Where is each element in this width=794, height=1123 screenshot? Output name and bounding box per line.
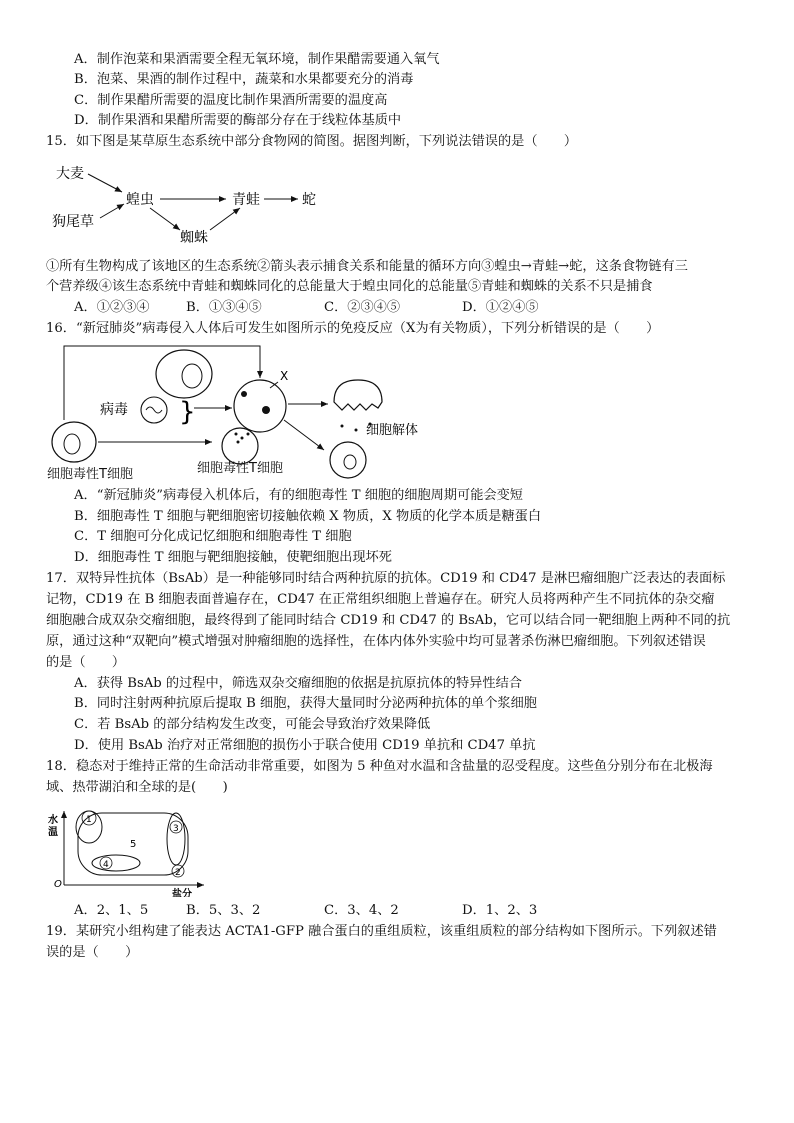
target-dot (241, 391, 247, 397)
q17-option-d: D．使用 BsAb 治疗对正常细胞的损伤小于联合使用 CD19 单抗和 CD47 单抗 (74, 738, 536, 753)
q16-option-c: C．T 细胞可分化成记忆细胞和细胞毒性 T 细胞 (74, 529, 352, 544)
q14-option-c: C．制作果醋所需要的温度比制作果酒所需要的温度高 (74, 93, 388, 108)
q16-option-a: A．“新冠肺炎”病毒侵入机体后，有的细胞毒性 T 细胞的细胞周期可能会变短 (74, 488, 523, 503)
q15-option-c: C．②③④⑤ (324, 300, 401, 315)
mid-t-cell (222, 428, 258, 464)
apc-nucleus (182, 364, 202, 388)
q18-option-c: C．3、4、2 (324, 903, 399, 918)
tcell-label-mid: 细胞毒性T细胞 (197, 461, 283, 476)
region-4 (92, 855, 140, 871)
region-1-label: 1 (86, 815, 92, 825)
arrow-foxtail-locust (100, 204, 124, 218)
q17-line5: 的是（ ） (46, 655, 126, 670)
food-web-foxtail: 狗尾草 (52, 214, 94, 230)
fish-tolerance-diagram (44, 805, 214, 897)
food-web-spider: 蜘蛛 (180, 230, 208, 246)
q18-line1: 18．稳态对于维持正常的生命活动非常重要，如图为 5 种鱼对水温和含盐量的忍受程度。这些鱼分别分布在北极海 (46, 759, 713, 774)
arrow-to-released-t (284, 420, 324, 450)
q17-option-c: C．若 BsAb 的部分结构发生改变，可能会导致治疗效果降低 (74, 717, 431, 732)
q15-option-a: A．①②③④ (74, 300, 150, 315)
tcell-label-left: 细胞毒性T细胞 (47, 467, 133, 482)
virus-rna (146, 407, 162, 413)
left-t-cell (52, 422, 96, 462)
q16-option-b: B．细胞毒性 T 细胞与靶细胞密切接触依赖 X 物质，X 物质的化学本质是糖蛋白 (74, 509, 542, 524)
q14-option-d: D．制作果酒和果醋所需要的酶部分存在于线粒体基质中 (74, 113, 402, 128)
food-web-frog: 青蛙 (232, 192, 260, 208)
fish-tolerance-svg (44, 805, 214, 897)
left-t-nucleus (64, 434, 80, 454)
q15-stem: 15．如下图是某草原生态系统中部分食物网的简图。据图判断，下列说法错误的是（ ） (46, 134, 578, 149)
y-label-1: 水 (48, 815, 58, 826)
q19-line1: 19．某研究小组构建了能表达 ACTA1-GFP 融合蛋白的重组质粒，该重组质粒的部分结构如下图所示。下列叙述错 (46, 924, 717, 939)
q15-statements-line2: 个营养级④该生态系统中青蛙和蜘蛛同化的总能量大于蝗虫同化的总能量⑤青蛙和蜘蛛的关系不只是捕食 (46, 279, 653, 294)
q17-line1: 17．双特异性抗体（BsAb）是一种能够同时结合两种抗原的抗体。CD19 和 CD47 是淋巴瘤细胞广泛表达的表面标 (46, 571, 726, 586)
brace-symbol: } (179, 397, 196, 427)
q15-option-b: B．①③④⑤ (186, 300, 262, 315)
q19-line2: 误的是（ ） (46, 945, 139, 960)
food-web-snake: 蛇 (302, 192, 316, 208)
q17-option-a: A．获得 BsAb 的过程中，筛选双杂交瘤细胞的依据是抗原抗体的特异性结合 (74, 676, 522, 691)
lysed-cell (334, 380, 382, 410)
arrow-spider-frog (210, 208, 240, 230)
lysis-label: 细胞解体 (366, 423, 419, 438)
q15-statements-line1: ①所有生物构成了该地区的生态系统②箭头表示捕食关系和能量的循环方向③蝗虫→青蛙→蛇，这条食物链有三 (46, 259, 688, 274)
q18-option-a: A．2、1、5 (74, 903, 149, 918)
q18-option-b: B．5、3、2 (186, 903, 261, 918)
target-cell (234, 380, 286, 432)
region-3-label: 3 (173, 824, 179, 834)
food-web-locust: 蝗虫 (126, 192, 154, 208)
region-2-label: 2 (175, 868, 181, 878)
x-label: X (280, 369, 289, 383)
region-4-label: 4 (103, 860, 109, 870)
target-nucleus-dot (262, 406, 270, 414)
arrow-barley-locust (88, 174, 122, 192)
q17-option-b: B．同时注射两种抗原后提取 B 细胞，获得大量同时分泌两种抗体的单个浆细胞 (74, 696, 537, 711)
q17-line3: 细胞融合成双杂交瘤细胞，最终得到了能同时结合 CD19 和 CD47 的 BsAb，它可以结合同一靶细胞上两种不同的抗 (46, 613, 731, 628)
q17-line2: 记物，CD19 在 B 细胞表面普遍存在，CD47 在正常组织细胞上普遍存在。研究人员将两种产生不同抗体的杂交瘤 (46, 592, 715, 607)
y-label-2: 温 (48, 827, 58, 838)
q14-option-a: A．制作泡菜和果酒需要全程无氧环境，制作果醋需要通入氧气 (74, 52, 440, 67)
food-web-svg (40, 158, 340, 248)
region-5-label: 5 (130, 839, 137, 850)
released-t-cell (330, 442, 366, 478)
q16-stem: 16．“新冠肺炎”病毒侵入人体后可发生如图所示的免疫反应（X为有关物质），下列分析错误的是（ ） (46, 321, 660, 336)
virus-label: 病毒 (100, 402, 128, 418)
q17-line4: 原，通过这种“双靶向”模式增强对肿瘤细胞的选择性，在体内体外实验中均可显著杀伤淋巴瘤细胞。下列叙述错误 (46, 634, 706, 649)
food-web-diagram (40, 158, 340, 248)
q16-option-d: D．细胞毒性 T 细胞与靶细胞接触，使靶细胞出现坏死 (74, 550, 392, 565)
x-label: 盐分 (172, 889, 192, 897)
origin-label: O (54, 879, 62, 890)
food-web-barley: 大麦 (56, 166, 84, 182)
arrow-locust-spider (150, 208, 180, 230)
q18-option-d: D．1、2、3 (462, 903, 538, 918)
apc-cell (156, 350, 212, 398)
q14-option-b: B．泡菜、果酒的制作过程中，蔬菜和水果都要充分的消毒 (74, 72, 414, 87)
q15-option-d: D．①②④⑤ (462, 300, 539, 315)
q18-line2: 域、热带湖泊和全球的是( ) (46, 780, 228, 795)
arrow-top-path (64, 346, 260, 420)
